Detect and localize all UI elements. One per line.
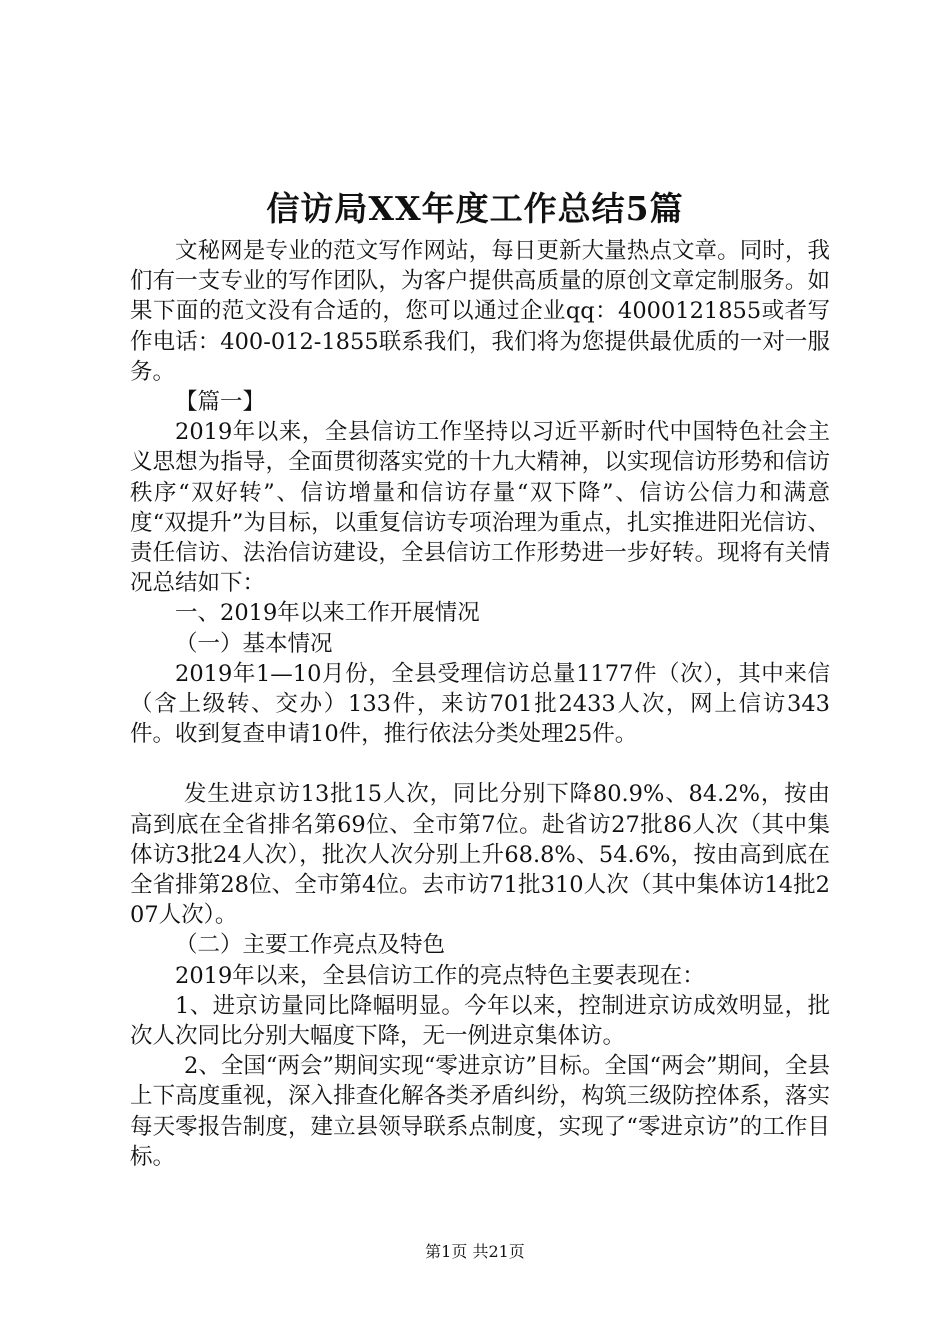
intro-paragraph: 文秘网是专业的范文写作网站，每日更新大量热点文章。同时，我们有一支专业的写作团队，为客户提供高质量的原创文章定制服务。如果下面的范文没有合适的，您可以通过企业qq：4000121855或者写作电话：400-012-1855联系我们，我们将为您提供最优质的一对一服务。: [130, 238, 830, 385]
visits-paragraph: 发生进京访13批15人次，同比分别下降80.9%、84.2%，按由高到底在全省排名第69位、全市第7位。赴省访27批86人次（其中集体访3批24人次），批次人次分别上升68.8%、54.6%，按由高到底在全省排第28位、全市第4位。去市访71批310人次（其中集体访14批207人次）。: [130, 781, 830, 929]
document-body: [130, 236, 830, 1172]
heading-highlights: （二）主要工作亮点及特色: [175, 932, 446, 959]
heading-basic-situation: （一）基本情况: [175, 630, 333, 657]
highlight-item-2: 2、全国“两会”期间实现“零进京访”目标。全国“两会”期间，全县上下高度重视，深入排查化解各类矛盾纠纷，构筑三级防控体系，落实每天零报告制度，建立县领导联系点制度，实现了“零进京访”的工作目标。: [130, 1053, 830, 1170]
statistics-paragraph: 2019年1—10月份，全县受理信访总量1177件（次），其中来信（含上级转、交办）133件，来访701批2433人次，网上信访343件。收到复查申请10件，推行依法分类处理25件。: [130, 660, 830, 748]
document-title: 信访局XX年度工作总结5篇: [266, 189, 684, 228]
page-number-footer: 第1页 共21页: [425, 1242, 525, 1261]
section-heading-part-one: 【篇一】: [175, 389, 266, 416]
heading-work-progress: 一、2019年以来工作开展情况: [175, 600, 480, 627]
highlight-item-1: 1、进京访量同比降幅明显。今年以来，控制进京访成效明显，批次人次同比分别大幅度下降，无一例进京集体访。: [130, 992, 830, 1050]
highlights-intro: 2019年以来，全县信访工作的亮点特色主要表现在：: [175, 962, 705, 989]
overview-paragraph: 2019年以来，全县信访工作坚持以习近平新时代中国特色社会主义思想为指导，全面贯彻落实党的十九大精神，以实现信访形势和信访秩序“双好转”、信访增量和信访存量“双下降”、信访公信力和满意度“双提升”为目标，以重复信访专项治理为重点，扎实推进阳光信访、责任信访、法治信访建设，全县信访工作形势进一步好转。现将有关情况总结如下：: [130, 419, 830, 597]
